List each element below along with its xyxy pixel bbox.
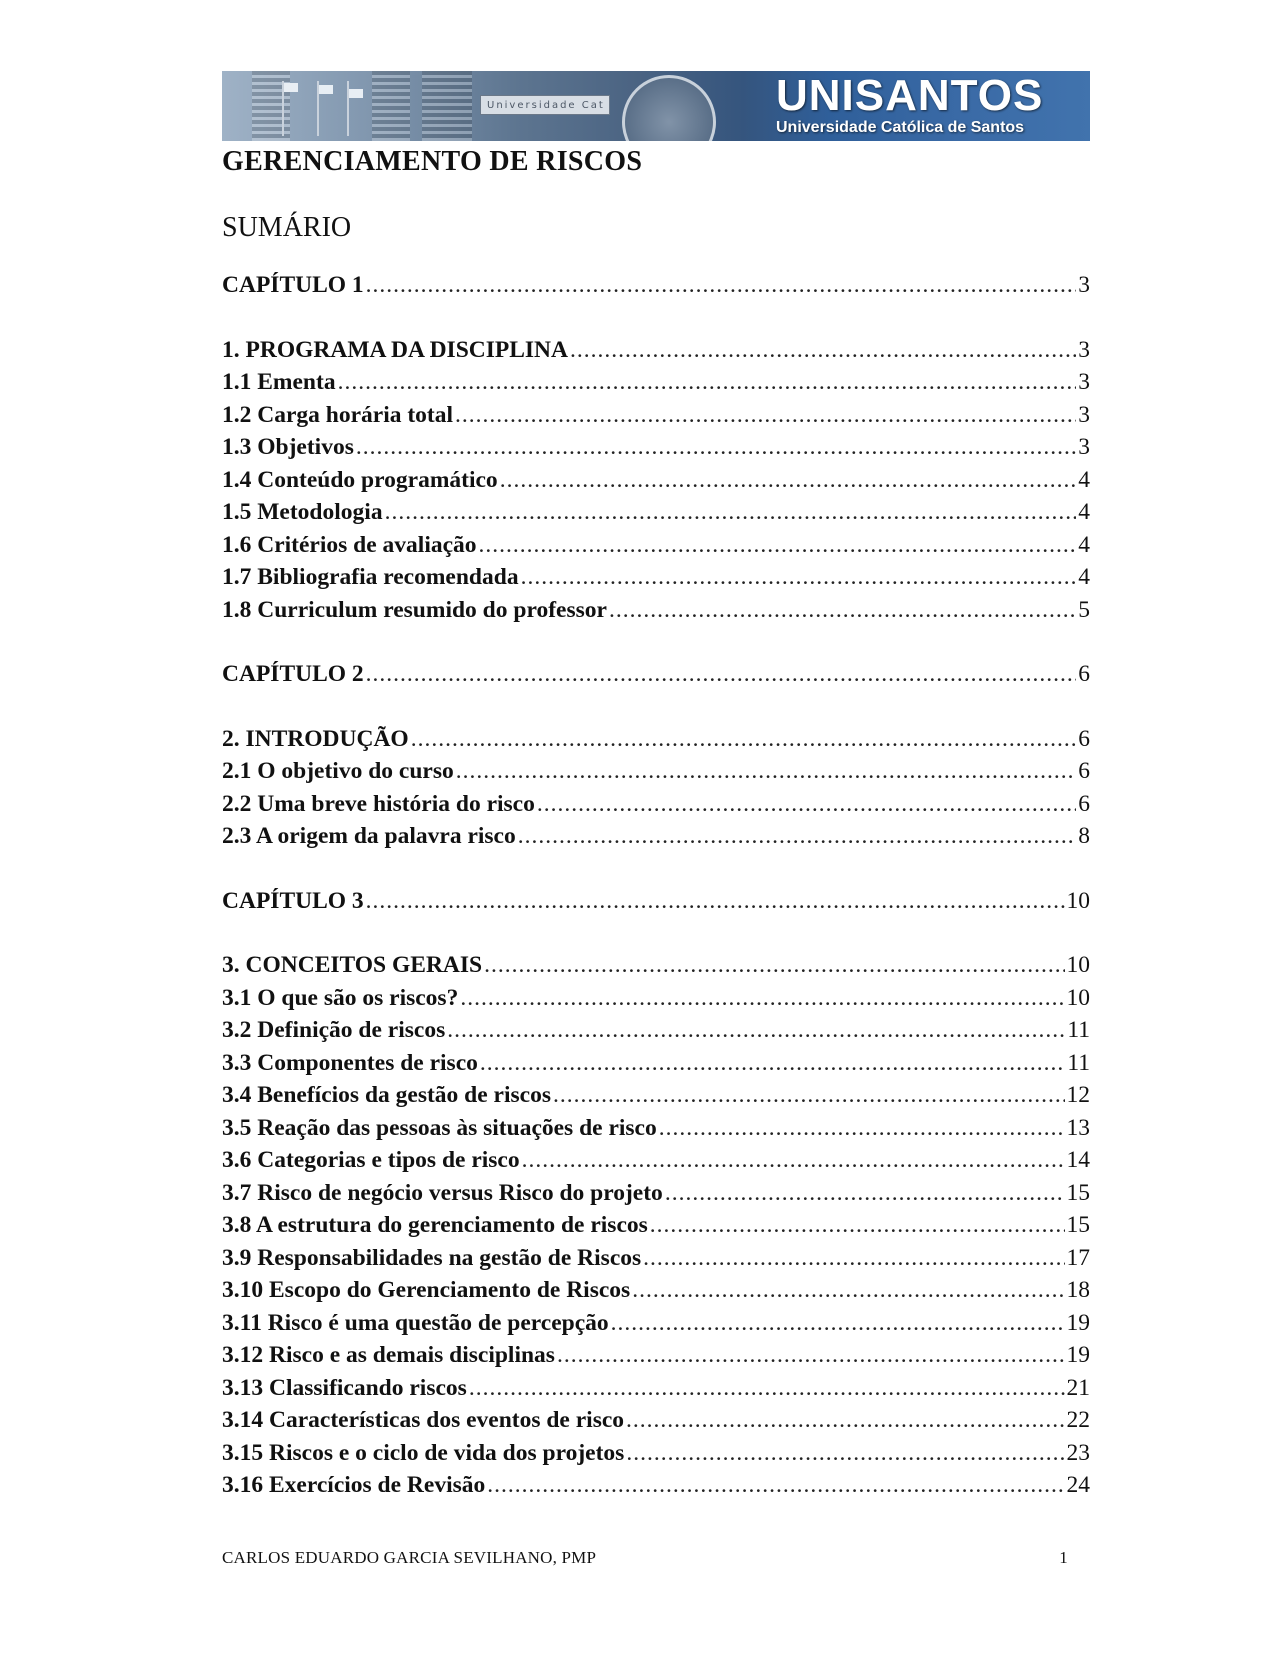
toc-leader-dots xyxy=(469,1375,1065,1402)
toc-entry[interactable] xyxy=(222,726,1090,759)
toc-leader-dots xyxy=(484,952,1064,979)
toc-entry-page: 6 xyxy=(1078,790,1090,817)
toc-entry-page: 10 xyxy=(1066,887,1090,914)
toc-entry-label: 1.4 Conteúdo programático xyxy=(222,466,498,493)
toc-entry[interactable] xyxy=(222,1277,1090,1310)
toc-entry-page: 14 xyxy=(1066,1147,1090,1173)
toc-leader-dots xyxy=(632,1277,1064,1304)
flag-icon xyxy=(284,83,298,92)
toc-entry-page: 6 xyxy=(1078,725,1090,752)
toc-entry-label: 2.1 O objetivo do curso xyxy=(222,758,454,784)
toc-entry-page: 12 xyxy=(1066,1082,1090,1108)
toc-entry-page: 17 xyxy=(1066,1244,1090,1271)
toc-entry-label: 2.3 A origem da palavra risco xyxy=(222,823,516,849)
toc-leader-dots xyxy=(338,369,1077,396)
toc-entry-page: 19 xyxy=(1066,1309,1090,1336)
toc-entry-label: 1.8 Curriculum resumido do professor xyxy=(222,596,607,623)
toc-entry-label: 3.5 Reação das pessoas às situações de risco xyxy=(222,1114,657,1141)
toc-entry-label: CAPÍTULO 3 xyxy=(222,887,364,914)
toc-entry-label: 2.2 Uma breve história do risco xyxy=(222,790,535,817)
toc-entry[interactable] xyxy=(222,1472,1090,1505)
toc-entry-label: 3.16 Exercícios de Revisão xyxy=(222,1472,486,1498)
document-title: GERENCIAMENTO DE RISCOS xyxy=(222,146,643,177)
toc-leader-dots xyxy=(460,985,1064,1012)
toc-entry[interactable] xyxy=(222,1342,1090,1375)
toc-leader-dots xyxy=(456,758,1077,785)
toc-entry-label: 1.5 Metodologia xyxy=(222,499,383,525)
toc-entry[interactable] xyxy=(222,1017,1090,1050)
toc-entry-page: 11 xyxy=(1067,1049,1090,1076)
footer-page-number: 1 xyxy=(1059,1548,1068,1567)
toc-entry-page: 11 xyxy=(1067,1017,1090,1043)
toc-entry-label: 3.14 Características dos eventos de risco xyxy=(222,1407,625,1433)
toc-entry-page: 23 xyxy=(1066,1439,1090,1466)
toc-entry-label: 2. INTRODUÇÃO xyxy=(222,725,409,752)
toc-entry-page: 3 xyxy=(1078,336,1090,363)
toc-entry[interactable] xyxy=(222,272,1090,305)
toc-leader-dots xyxy=(500,467,1077,494)
toc-entry-label: 3.7 Risco de negócio versus Risco do projeto xyxy=(222,1179,663,1206)
toc-leader-dots xyxy=(626,1440,1064,1467)
toc-entry-page: 24 xyxy=(1066,1472,1090,1498)
table-of-contents xyxy=(222,272,1090,1505)
toc-entry[interactable] xyxy=(222,888,1090,921)
toc-leader-dots xyxy=(611,1310,1065,1337)
toc-entry-label: 3.13 Classificando riscos xyxy=(222,1374,467,1401)
toc-leader-dots xyxy=(665,1180,1065,1207)
toc-entry[interactable] xyxy=(222,434,1090,467)
university-seal-icon xyxy=(622,75,716,141)
toc-entry-label: 1.2 Carga horária total xyxy=(222,401,454,428)
toc-entry-page: 3 xyxy=(1078,272,1090,298)
toc-entry[interactable] xyxy=(222,564,1090,597)
toc-entry[interactable] xyxy=(222,1407,1090,1440)
toc-entry-page: 3 xyxy=(1078,434,1090,460)
toc-leader-dots xyxy=(553,1082,1065,1109)
toc-entry[interactable] xyxy=(222,823,1090,856)
toc-entry-page: 4 xyxy=(1078,531,1090,558)
toc-entry[interactable] xyxy=(222,467,1090,500)
toc-entry[interactable] xyxy=(222,791,1090,824)
toc-entry[interactable] xyxy=(222,1115,1090,1148)
toc-entry[interactable] xyxy=(222,952,1090,985)
toc-entry[interactable] xyxy=(222,1082,1090,1115)
toc-entry-page: 15 xyxy=(1066,1212,1090,1238)
toc-entry-page: 10 xyxy=(1066,984,1090,1011)
toc-entry[interactable] xyxy=(222,758,1090,791)
toc-entry[interactable] xyxy=(222,597,1090,630)
flag-icon xyxy=(349,89,363,98)
toc-heading: SUMÁRIO xyxy=(222,212,352,243)
toc-leader-dots xyxy=(480,1050,1065,1077)
toc-leader-dots xyxy=(650,1212,1065,1239)
toc-leader-dots xyxy=(447,1017,1065,1044)
toc-entry[interactable] xyxy=(222,661,1090,694)
toc-entry-label: 3.8 A estrutura do gerenciamento de riscos xyxy=(222,1212,648,1238)
toc-entry-label: 3.12 Risco e as demais disciplinas xyxy=(222,1342,555,1368)
toc-leader-dots xyxy=(557,1342,1065,1369)
toc-entry[interactable] xyxy=(222,1180,1090,1213)
toc-leader-dots xyxy=(487,1472,1064,1499)
toc-entry-label: CAPÍTULO 1 xyxy=(222,272,364,298)
building-graphic xyxy=(252,71,290,141)
toc-entry-page: 19 xyxy=(1066,1342,1090,1368)
toc-entry[interactable] xyxy=(222,532,1090,565)
toc-entry[interactable] xyxy=(222,1440,1090,1473)
toc-leader-dots xyxy=(537,791,1076,818)
toc-entry-label: 3. CONCEITOS GERAIS xyxy=(222,952,483,978)
toc-leader-dots xyxy=(366,272,1077,299)
toc-entry-page: 4 xyxy=(1078,564,1090,590)
toc-entry-page: 5 xyxy=(1078,596,1090,623)
toc-leader-dots xyxy=(479,532,1077,559)
toc-entry[interactable] xyxy=(222,1212,1090,1245)
toc-entry-page: 8 xyxy=(1078,823,1090,849)
toc-leader-dots xyxy=(570,337,1076,364)
toc-entry-label: 1. PROGRAMA DA DISCIPLINA xyxy=(222,336,568,363)
toc-leader-dots xyxy=(521,564,1077,591)
toc-leader-dots xyxy=(455,402,1076,429)
toc-entry[interactable] xyxy=(222,1147,1090,1180)
toc-entry-label: 3.10 Escopo do Gerenciamento de Riscos xyxy=(222,1277,631,1303)
page-footer xyxy=(222,1548,1068,1568)
toc-leader-dots xyxy=(518,823,1077,850)
footer-author: CARLOS EDUARDO GARCIA SEVILHANO, PMP xyxy=(222,1548,597,1567)
toc-leader-dots xyxy=(659,1115,1065,1142)
toc-entry-page: 13 xyxy=(1066,1114,1090,1141)
toc-entry[interactable] xyxy=(222,985,1090,1018)
toc-entry-label: 3.3 Componentes de risco xyxy=(222,1049,478,1076)
toc-leader-dots xyxy=(411,726,1077,753)
brand-logo xyxy=(770,73,1088,139)
toc-entry-page: 6 xyxy=(1078,661,1090,687)
toc-entry[interactable] xyxy=(222,1310,1090,1343)
toc-leader-dots xyxy=(366,888,1065,915)
toc-entry-label: 1.1 Ementa xyxy=(222,369,336,395)
toc-entry[interactable] xyxy=(222,1375,1090,1408)
flag-icon xyxy=(319,85,333,94)
toc-entry-page: 22 xyxy=(1066,1407,1090,1433)
toc-entry[interactable] xyxy=(222,1245,1090,1278)
toc-entry-page: 21 xyxy=(1066,1374,1090,1401)
toc-leader-dots xyxy=(643,1245,1064,1272)
toc-entry-page: 15 xyxy=(1066,1179,1090,1206)
toc-entry-label: 3.11 Risco é uma questão de percepção xyxy=(222,1309,609,1336)
building-graphic xyxy=(372,71,410,141)
toc-leader-dots xyxy=(626,1407,1064,1434)
toc-entry-label: 3.9 Responsabilidades na gestão de Riscos xyxy=(222,1244,642,1271)
toc-entry-label: 3.2 Definição de riscos xyxy=(222,1017,446,1043)
toc-entry-label: 1.6 Critérios de avaliação xyxy=(222,531,477,558)
toc-leader-dots xyxy=(609,597,1076,624)
brand-subtitle: Universidade Católica de Santos xyxy=(776,119,1025,136)
toc-entry-page: 18 xyxy=(1066,1277,1090,1303)
toc-entry-label: 1.7 Bibliografia recomendada xyxy=(222,564,519,590)
toc-entry-label: 3.6 Categorias e tipos de risco xyxy=(222,1147,520,1173)
toc-entry-page: 10 xyxy=(1066,952,1090,978)
toc-entry[interactable] xyxy=(222,1050,1090,1083)
toc-leader-dots xyxy=(522,1147,1065,1174)
toc-entry-page: 3 xyxy=(1078,369,1090,395)
university-sign: Universidade Cat xyxy=(480,95,610,115)
toc-entry-label: 3.1 O que são os riscos? xyxy=(222,984,459,1011)
toc-entry-label: 3.15 Riscos e o ciclo de vida dos projetos xyxy=(222,1439,625,1466)
toc-entry-label: 3.4 Benefícios da gestão de riscos xyxy=(222,1082,551,1108)
toc-entry-label: CAPÍTULO 2 xyxy=(222,661,364,687)
toc-entry-page: 4 xyxy=(1078,466,1090,493)
building-graphic xyxy=(422,71,472,141)
toc-entry[interactable] xyxy=(222,499,1090,532)
header-banner xyxy=(222,71,1090,141)
brand-name: UNISANTOS xyxy=(776,71,1044,120)
toc-entry[interactable] xyxy=(222,337,1090,370)
toc-leader-dots xyxy=(366,661,1077,688)
toc-leader-dots xyxy=(356,434,1076,461)
toc-entry-page: 4 xyxy=(1078,499,1090,525)
toc-entry[interactable] xyxy=(222,402,1090,435)
toc-entry-page: 3 xyxy=(1078,401,1090,428)
toc-leader-dots xyxy=(385,499,1077,526)
toc-entry-page: 6 xyxy=(1078,758,1090,784)
toc-entry-label: 1.3 Objetivos xyxy=(222,434,354,460)
toc-entry[interactable] xyxy=(222,369,1090,402)
